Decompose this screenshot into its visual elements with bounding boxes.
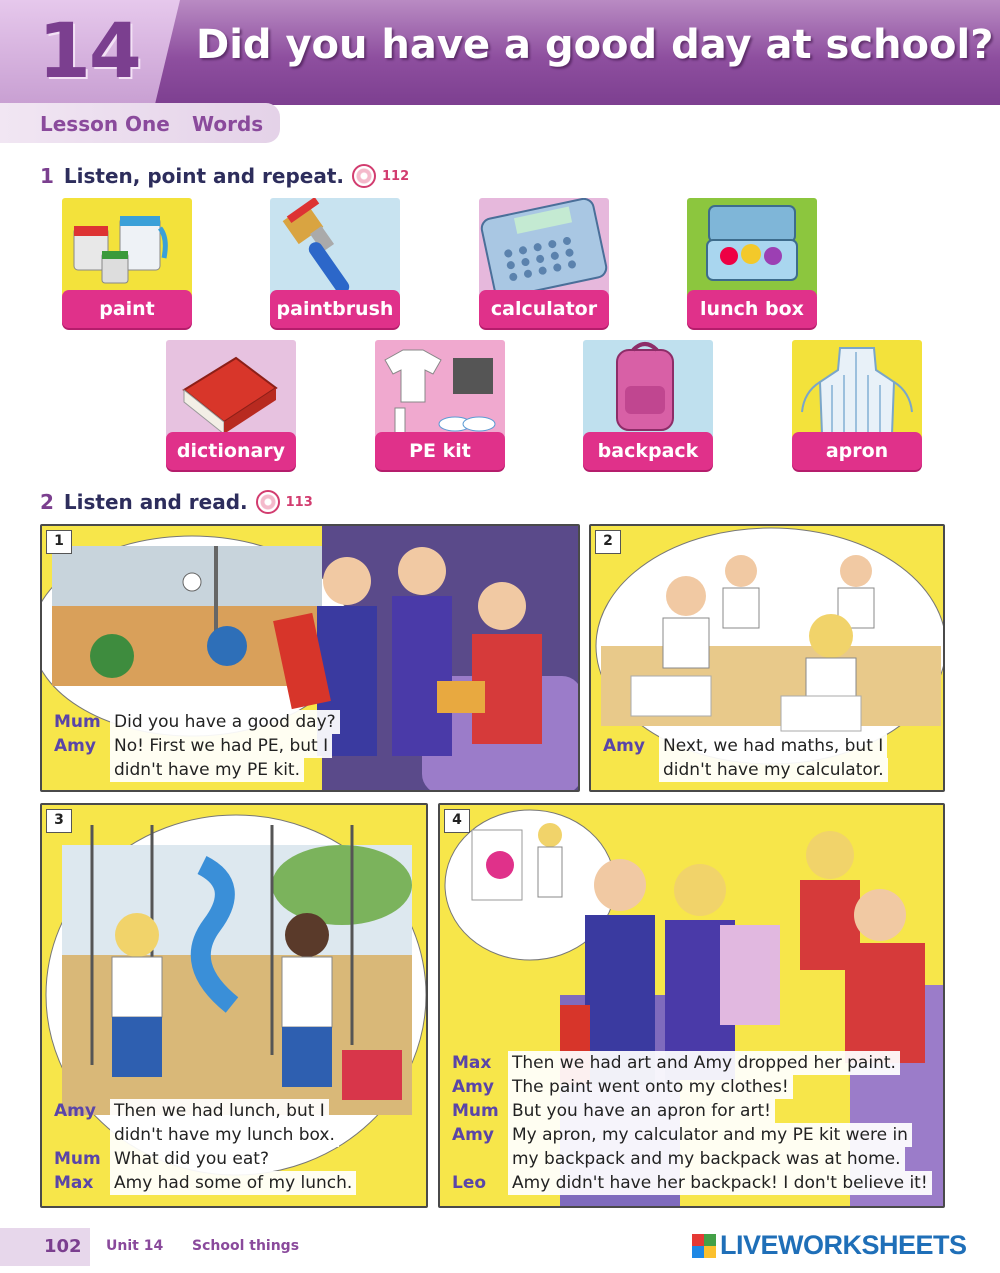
vocab-label: dictionary — [166, 432, 296, 470]
dialogue-line: What did you eat? — [110, 1147, 273, 1171]
liveworksheets-logo[interactable] — [692, 1230, 967, 1261]
dialogue-line: The paint went onto my clothes! — [508, 1075, 793, 1099]
calculator-picture — [479, 198, 609, 298]
footer-unit: Unit 14 — [106, 1238, 164, 1254]
vocab-label: PE kit — [375, 432, 505, 470]
dialogue-line: didn't have my calculator. — [659, 758, 888, 782]
speaker-name: Leo — [452, 1173, 487, 1193]
unit-number: 14 — [38, 6, 140, 95]
speaker-name: Amy — [452, 1125, 494, 1145]
dialogue-line: My apron, my calculator and my PE kit were in — [508, 1123, 912, 1147]
backpack-icon — [583, 340, 713, 440]
lesson-bar — [0, 103, 280, 143]
speaker-name: Amy — [603, 736, 645, 756]
speaker-name: Amy — [54, 736, 96, 756]
dialogue-panel-1 — [54, 710, 340, 782]
paint-picture — [62, 198, 192, 298]
vocab-card-lunch-box[interactable] — [687, 198, 817, 330]
section-2-instruction: Listen and read. — [63, 490, 248, 514]
vocab-label: paintbrush — [270, 290, 400, 328]
vocab-label: lunch box — [687, 290, 817, 328]
section-1-instruction: Listen, point and repeat. — [63, 164, 344, 188]
comic-panel-2 — [589, 524, 945, 792]
vocab-card-apron[interactable] — [792, 340, 922, 472]
vocab-label: backpack — [583, 432, 713, 470]
dialogue-line: Did you have a good day? — [110, 710, 340, 734]
page-header — [0, 0, 1000, 105]
apron-picture — [792, 340, 922, 440]
page-title: Did you have a good day at school? — [196, 22, 994, 68]
dialogue-line: Amy had some of my lunch. — [110, 1171, 356, 1195]
pe-kit-icon — [375, 340, 505, 440]
dialogue-line: Next, we had maths, but I — [659, 734, 887, 758]
footer-topic: School things — [192, 1238, 300, 1254]
lunch-box-icon — [687, 198, 817, 298]
panel-number: 1 — [46, 530, 72, 554]
audio-track-number: 112 — [382, 168, 410, 184]
audio-cd-icon[interactable] — [256, 490, 280, 514]
comic-panel-3 — [40, 803, 428, 1208]
paintbrush-picture — [270, 198, 400, 298]
dialogue-line: Then we had lunch, but I — [110, 1099, 329, 1123]
section-2-number: 2 — [40, 490, 54, 514]
section-2-heading — [40, 490, 313, 514]
comic-panel-1 — [40, 524, 580, 792]
dialogue-line: No! First we had PE, but I — [110, 734, 332, 758]
vocab-label: paint — [62, 290, 192, 328]
panel-number: 4 — [444, 809, 470, 833]
speaker-name: Max — [54, 1173, 94, 1193]
lesson-topic: Words — [192, 112, 264, 136]
dialogue-line: my backpack and my backpack was at home. — [508, 1147, 905, 1171]
dialogue-panel-4 — [452, 1051, 932, 1195]
vocab-card-pe-kit[interactable] — [375, 340, 505, 472]
vocab-card-dictionary[interactable] — [166, 340, 296, 472]
speaker-name: Amy — [54, 1101, 96, 1121]
speaker-name: Max — [452, 1053, 492, 1073]
apron-icon — [792, 340, 922, 440]
dialogue-line: But you have an apron for art! — [508, 1099, 775, 1123]
panel-number: 2 — [595, 530, 621, 554]
pe-kit-picture — [375, 340, 505, 440]
vocab-label: calculator — [479, 290, 609, 328]
speaker-name: Mum — [54, 712, 101, 732]
page-footer — [0, 1222, 1000, 1273]
dialogue-line: Then we had art and Amy dropped her paint. — [508, 1051, 900, 1075]
section-1-heading — [40, 164, 409, 188]
panel-number: 3 — [46, 809, 72, 833]
speaker-name: Amy — [452, 1077, 494, 1097]
audio-cd-icon[interactable] — [352, 164, 376, 188]
lunch-box-picture — [687, 198, 817, 298]
audio-track-number: 113 — [285, 494, 313, 510]
vocab-card-paint[interactable] — [62, 198, 192, 330]
dialogue-panel-3 — [54, 1099, 356, 1195]
dialogue-panel-2 — [603, 734, 888, 782]
vocab-card-paintbrush[interactable] — [270, 198, 400, 330]
calculator-icon — [479, 198, 609, 298]
vocab-card-backpack[interactable] — [583, 340, 713, 472]
paint-cans-icon — [62, 198, 192, 298]
page-number: 102 — [0, 1228, 90, 1266]
comic-panel-4 — [438, 803, 945, 1208]
section-1-number: 1 — [40, 164, 54, 188]
liveworksheets-icon — [692, 1234, 716, 1258]
lesson-label: Lesson One — [40, 112, 170, 136]
dialogue-line: Amy didn't have her backpack! I don't believe it! — [508, 1171, 932, 1195]
vocab-label: apron — [792, 432, 922, 470]
speaker-name: Mum — [452, 1101, 499, 1121]
vocab-card-calculator[interactable] — [479, 198, 609, 330]
speaker-name: Mum — [54, 1149, 101, 1169]
brand-name: LIVEWORKSHEETS — [720, 1230, 967, 1260]
dictionary-book-icon — [166, 340, 296, 440]
dialogue-line: didn't have my lunch box. — [110, 1123, 339, 1147]
dictionary-picture — [166, 340, 296, 440]
dialogue-line: didn't have my PE kit. — [110, 758, 304, 782]
backpack-picture — [583, 340, 713, 440]
paintbrush-icon — [270, 198, 400, 298]
